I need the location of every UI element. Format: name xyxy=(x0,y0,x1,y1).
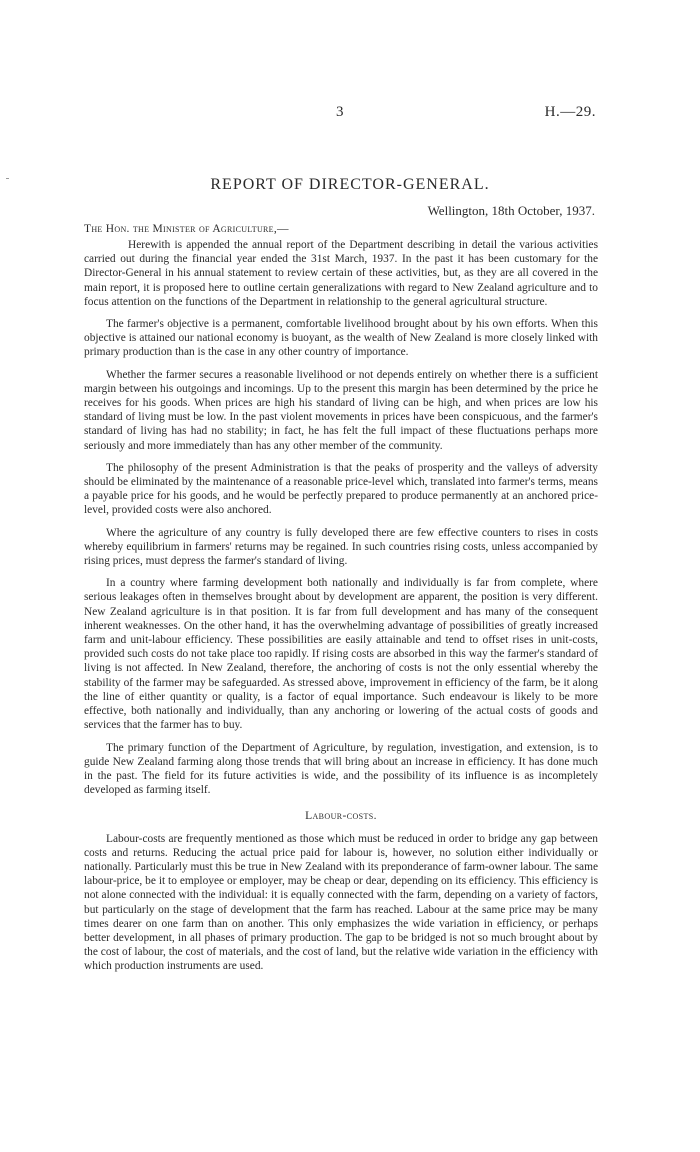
page-number: 3 xyxy=(336,104,344,120)
document-reference: H.—29. xyxy=(544,104,596,120)
report-title: REPORT OF DIRECTOR-GENERAL. xyxy=(210,176,490,193)
paragraph: The philosophy of the present Administration is that the peaks of prosperity and the valleys of adversity should be eliminated by the maintenance of a reasonable price-level which, translated into farmer's terms, means a payable price for his goods, and he would be perfectly prepared to produce permanently at an anchored price-level, provided costs were also anchored. xyxy=(84,461,598,517)
report-body xyxy=(84,238,598,982)
paragraph: Where the agriculture of any country is fully developed there are few effective counters to rises in costs whereby equilibrium in farmers' returns may be regained. In such countries rising costs, unless accompanied by rising prices, must depress the farmer's standard of living. xyxy=(84,526,598,568)
paragraph: The farmer's objective is a permanent, comfortable livelihood brought about by his own efforts. When this objective is attained our national economy is buoyant, as the wealth of New Zealand is more closely linked with primary production than is the case in any other country of importance. xyxy=(84,318,598,359)
paragraph: Labour-costs are frequently mentioned as those which must be reduced in order to bridge any gap between costs and returns. Reducing the actual price paid for labour is, however, no solution either individually or nationally. Particularly must this be true in New Zealand with its preponderance of farm-owner labour. The same labour-price, be it to employee or employer, may be cheap or dear, depending on its efficiency. This efficiency is not alone connected with the individual: it is equally connected with the farm, depending on a variety of factors, but particularly on the stage of development that the farm has reached. Labour at the same price may be many times dearer on one farm than on another. This only emphasizes the wide variation in efficiency, or perhaps better development, in all phases of primary production. The gap to be bridged is not so much brought about by the cost of labour, the cost of materials, and the cost of land, but the relative wide variation in the efficiency with which production instruments are used. xyxy=(84,832,599,973)
paragraph: The primary function of the Department of Agriculture, by regulation, investigation, and extension, is to guide New Zealand farming along those trends that will bring about an increase in efficiency. It has done much in the past. The field for its future activities is wide, and the possibility of its influence is as incompletely developed as farming itself. xyxy=(84,741,598,797)
section-heading: Labour-costs. xyxy=(305,810,377,823)
paragraph: Whether the farmer secures a reasonable livelihood or not depends entirely on whether there is a sufficient margin between his outgoings and incomings. Up to the present this margin has been determined by the price he receives for his goods. When prices are high his standard of living can be high, and when prices are low his standard of living must be low. In the past violent movements in prices have been conspicuous, and the farmer's standard of living has had no stability; in fact, he has felt the full impact of these fluctuations perhaps more seriously and more immediately than has any other member of the community. xyxy=(84,368,598,452)
dateline: Wellington, 18th October, 1937. xyxy=(427,203,595,218)
paragraph: Herewith is appended the annual report of the Department describing in detail the various activities carried out during the financial year ended the 31st March, 1937. In the past it has been customary for the Director-General in his annual statement to review certain of these activities, but, as they are all covered in the main report, it is proposed here to outline certain generalizations with regard to New Zealand agriculture and to focus attention on the functions of the Department in relationship to the general agricultural structure. xyxy=(84,239,598,308)
paragraph: In a country where farming development both nationally and individually is far from complete, where serious leakages often in themselves brought about by development are apparent, the position is very different. New Zealand agriculture is in that position. It is far from full development and has many of the consequent inherent weaknesses. On the other hand, it has the overwhelming advantage of possibilities of greatly increased farm and unit-labour efficiency. These possibilities are easily attainable and tend to offset rises in unit-costs, provided such costs do not take place too rapidly. If rising costs are absorbed in this way the farmer's standard of living is not affected. In New Zealand, therefore, the anchoring of costs is not the only essential whereby the stability of the farmer may be safeguarded. As stressed above, improvement in efficiency of the farm, be it along the line of either quantity or quality, is a factor of equal importance. Such endeavour is likely to be more effective, both nationally and individually, than any anchoring or lowering of the actual costs of goods and services that the farmer has to buy. xyxy=(84,577,598,732)
salutation: The Hon. the Minister of Agriculture,— xyxy=(84,223,289,235)
